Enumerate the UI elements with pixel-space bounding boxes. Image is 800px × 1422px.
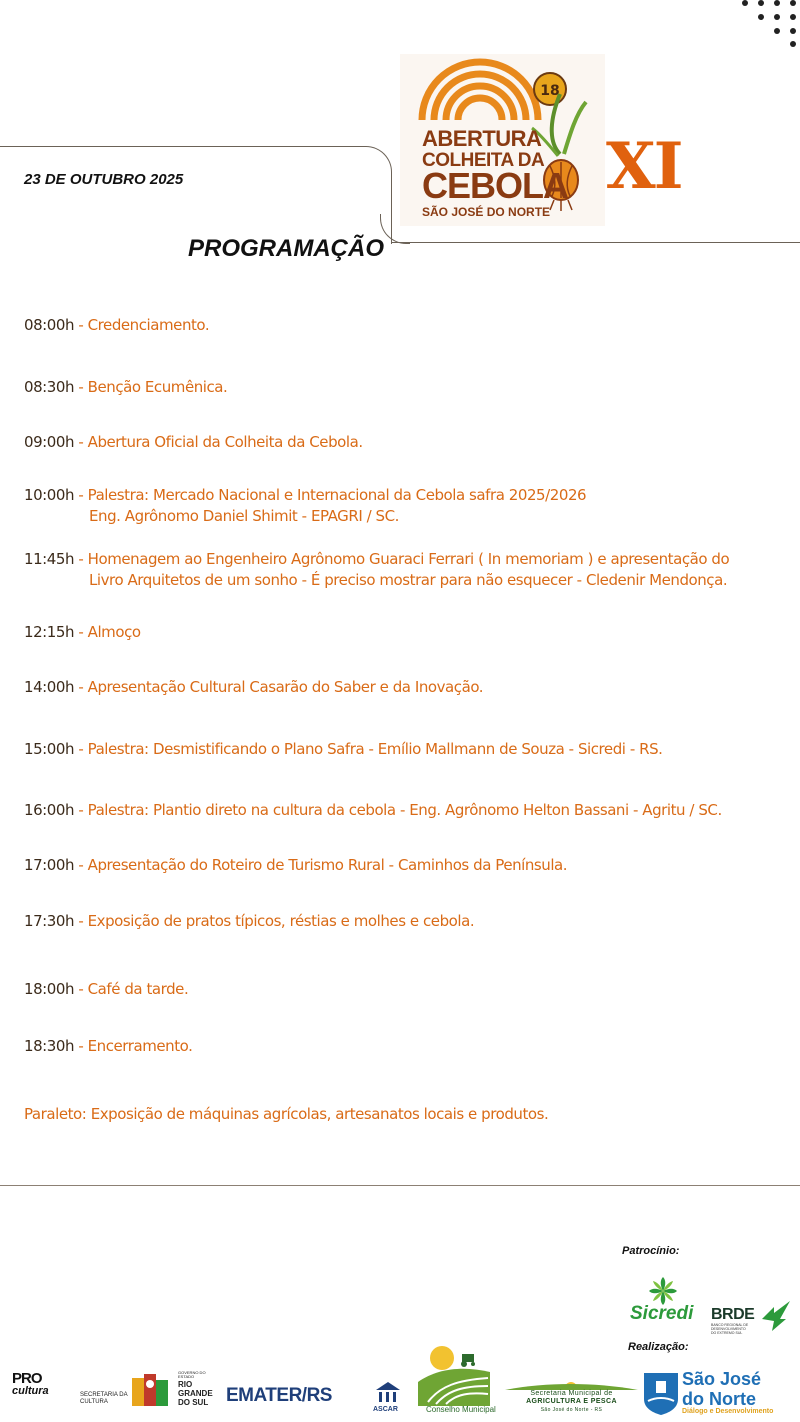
schedule-item xyxy=(24,911,474,931)
schedule-description: - Palestra: Mercado Nacional e Internacional da Cebola safra 2025/2026 xyxy=(74,486,587,504)
schedule-description-continued: Livro Arquitetos de um sonho - É preciso mostrar para não esquecer - Cledenir Mendonça. xyxy=(89,571,728,589)
schedule-description-continued: Eng. Agrônomo Daniel Shimit - EPAGRI / SC. xyxy=(89,507,399,525)
schedule-time: 18:00h xyxy=(24,980,75,998)
schedule-description: - Apresentação Cultural Casarão do Saber e da Inovação. xyxy=(74,678,484,696)
sjn-line-2: do Norte xyxy=(682,1389,756,1409)
secretaria-cultura-logo: SECRETARIA DA CULTURA xyxy=(80,1392,128,1405)
decorative-dots xyxy=(740,0,800,50)
conselho-municipal-logo-icon xyxy=(418,1342,490,1406)
schedule-time: 11:45h xyxy=(24,550,75,568)
schedule-time: 18:30h xyxy=(24,1037,75,1055)
schedule-item xyxy=(24,1036,192,1056)
schedule-description: - Homenagem ao Engenheiro Agrônomo Guaraci Ferrari ( In memoriam ) e apresentação do xyxy=(74,550,730,568)
event-date: 23 DE OUTUBRO 2025 xyxy=(24,171,184,188)
schedule-description: - Café da tarde. xyxy=(74,980,189,998)
schedule-item xyxy=(24,377,227,397)
ascar-label: ASCAR xyxy=(373,1406,398,1413)
schedule-time: 14:00h xyxy=(24,678,75,696)
schedule-time: 12:15h xyxy=(24,623,75,641)
sec-agri-line-1: Secretaria Municipal de xyxy=(530,1390,613,1397)
schedule-time: 08:30h xyxy=(24,378,75,396)
schedule-item xyxy=(24,622,141,642)
schedule-item xyxy=(24,485,586,505)
edition-number: XI xyxy=(606,129,682,204)
rs-text-1: RIO xyxy=(178,1380,193,1389)
brde-subtitle: BANCO REGIONAL DE DESENVOLVIMENTO DO EXTREMO SUL xyxy=(711,1323,749,1335)
sjn-line-1: São José xyxy=(682,1369,762,1389)
schedule-item xyxy=(24,855,567,875)
rs-text-2: GRANDE xyxy=(178,1389,213,1398)
brde-arrow-icon xyxy=(760,1299,792,1333)
sec-agri-line-3: São José do Norte - RS xyxy=(540,1407,603,1413)
schedule-description: - Palestra: Desmistificando o Plano Safra - Emílio Mallmann de Souza - Sicredi - RS. xyxy=(74,740,663,758)
sjn-line-3: Diálogo e Desenvolvimento xyxy=(682,1408,774,1415)
schedule-description: - Benção Ecumênica. xyxy=(74,378,228,396)
emater-logo: EMATER/RS xyxy=(226,1385,332,1406)
schedule-description: - Encerramento. xyxy=(74,1037,193,1055)
schedule-item xyxy=(24,800,722,820)
schedule-description: - Apresentação do Roteiro de Turismo Rural - Caminhos da Península. xyxy=(74,856,568,874)
schedule-time: 17:00h xyxy=(24,856,75,874)
schedule-item xyxy=(24,549,729,569)
pro-cultura-text-b: cultura xyxy=(12,1385,49,1397)
pro-cultura-text-a: PRO xyxy=(12,1370,42,1387)
rs-government-emblem-icon xyxy=(130,1372,174,1410)
secretaria-agricultura-text xyxy=(505,1390,638,1414)
schedule-description: - Almoço xyxy=(74,623,141,641)
schedule-item xyxy=(24,432,363,452)
header-frame-line xyxy=(392,242,800,243)
secretaria-agricultura-logo xyxy=(505,1378,638,1418)
schedule-description: - Palestra: Plantio direto na cultura da cebola - Eng. Agrônomo Helton Bassani - Agritu / SC. xyxy=(74,801,722,819)
schedule-time: 10:00h xyxy=(24,486,75,504)
schedule-time: 16:00h xyxy=(24,801,75,819)
parallel-activities: Paraleto: Exposição de máquinas agrícolas, artesanatos locais e produtos. xyxy=(24,1105,549,1123)
conselho-municipal-label: Conselho Municipal xyxy=(426,1405,496,1414)
ascar-building-icon xyxy=(375,1380,401,1406)
sunrise-field-icon xyxy=(505,1378,638,1390)
organizers-label: Realização: xyxy=(628,1341,689,1353)
logo-line-1: ABERTURA xyxy=(422,126,542,151)
city-crest-icon xyxy=(642,1371,680,1415)
schedule-description: - Exposição de pratos típicos, réstias e molhes e cebola. xyxy=(74,912,475,930)
schedule-description: - Credenciamento. xyxy=(74,316,210,334)
rs-government-name xyxy=(178,1380,213,1407)
sponsorship-label: Patrocínio: xyxy=(622,1245,680,1257)
schedule-time: 15:00h xyxy=(24,740,75,758)
brde-logo: BRDE xyxy=(711,1306,755,1323)
schedule-time: 17:30h xyxy=(24,912,75,930)
sicredi-logo: Sicredi xyxy=(630,1303,694,1324)
schedule-item xyxy=(24,739,662,759)
schedule-item xyxy=(24,979,188,999)
page-title: PROGRAMAÇÃO xyxy=(188,235,384,262)
event-logo xyxy=(400,54,605,226)
sao-jose-do-norte-logo xyxy=(642,1367,790,1419)
seal-number: 18 xyxy=(540,83,560,99)
logo-line-4: SÃO JOSÉ DO NORTE xyxy=(422,205,551,219)
rs-text-3: DO SUL xyxy=(178,1398,209,1407)
schedule-time: 09:00h xyxy=(24,433,75,451)
header-frame xyxy=(0,146,392,244)
schedule-time: 08:00h xyxy=(24,316,75,334)
footer-divider xyxy=(0,1185,800,1186)
schedule-item xyxy=(24,315,209,335)
logo-line-2: COLHEITA DA xyxy=(422,150,545,171)
logo-line-3: CEBOLA xyxy=(422,165,568,206)
sec-agri-line-2: AGRICULTURA E PESCA xyxy=(526,1398,617,1405)
rs-government-label: GOVERNO DO ESTADO xyxy=(178,1370,206,1379)
sicredi-logo-icon xyxy=(648,1276,678,1306)
pro-cultura-logo xyxy=(12,1370,62,1410)
schedule-item xyxy=(24,677,483,697)
schedule-description: - Abertura Oficial da Colheita da Cebola. xyxy=(74,433,363,451)
